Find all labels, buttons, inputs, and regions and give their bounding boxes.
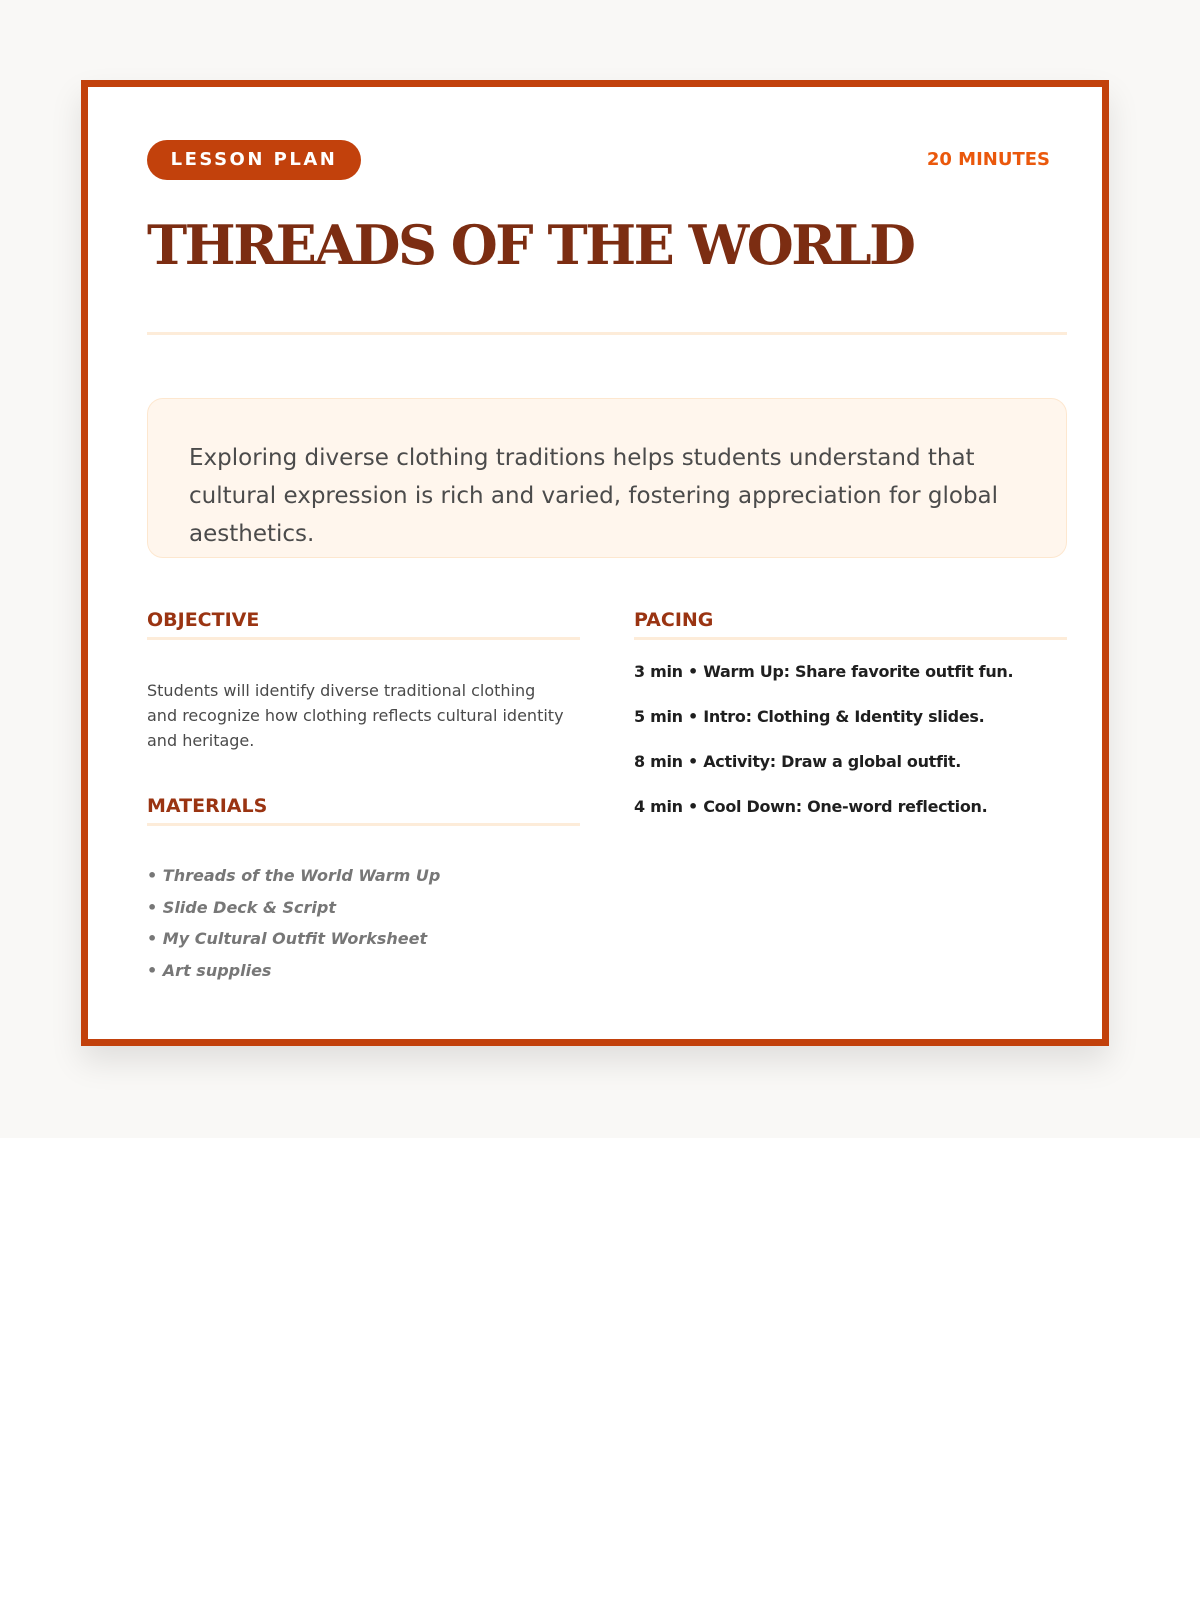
- objective-heading: OBJECTIVE: [147, 607, 580, 640]
- list-item: 3 min • Warm Up: Share favorite outfit fun.: [634, 662, 1014, 681]
- summary-text: Exploring diverse clothing traditions helps students understand that cultural expression is rich and varied, fostering appreciation for global aesthetics.: [189, 445, 999, 547]
- list-item: • My Cultural Outfit Worksheet: [147, 929, 428, 949]
- pacing-heading: PACING: [634, 607, 1067, 640]
- list-item: • Art supplies: [147, 960, 272, 980]
- pacing-list: [634, 660, 1067, 819]
- list-item: 8 min • Activity: Draw a global outfit.: [634, 752, 962, 771]
- list-item: 4 min • Cool Down: One-word reflection.: [634, 797, 988, 816]
- objective-text: Students will identify diverse traditional clothing and recognize how clothing reflects cultural identity and heritage.: [147, 681, 564, 750]
- list-item: • Slide Deck & Script: [147, 897, 336, 917]
- left-column: [147, 607, 580, 992]
- duration-label: 20 MINUTES: [926, 149, 1050, 170]
- title-divider: [147, 332, 1067, 335]
- list-item: 5 min • Intro: Clothing & Identity slides.: [634, 707, 985, 726]
- materials-heading: MATERIALS: [147, 793, 580, 826]
- lesson-title: THREADS OF THE WORLD: [147, 213, 914, 277]
- lesson-plan-card: [81, 80, 1109, 1046]
- materials-list: [147, 866, 580, 981]
- right-column: [634, 607, 1067, 840]
- summary-callout: [147, 398, 1067, 558]
- lesson-plan-badge: LESSON PLAN: [147, 140, 361, 180]
- list-item: • Threads of the World Warm Up: [147, 866, 441, 885]
